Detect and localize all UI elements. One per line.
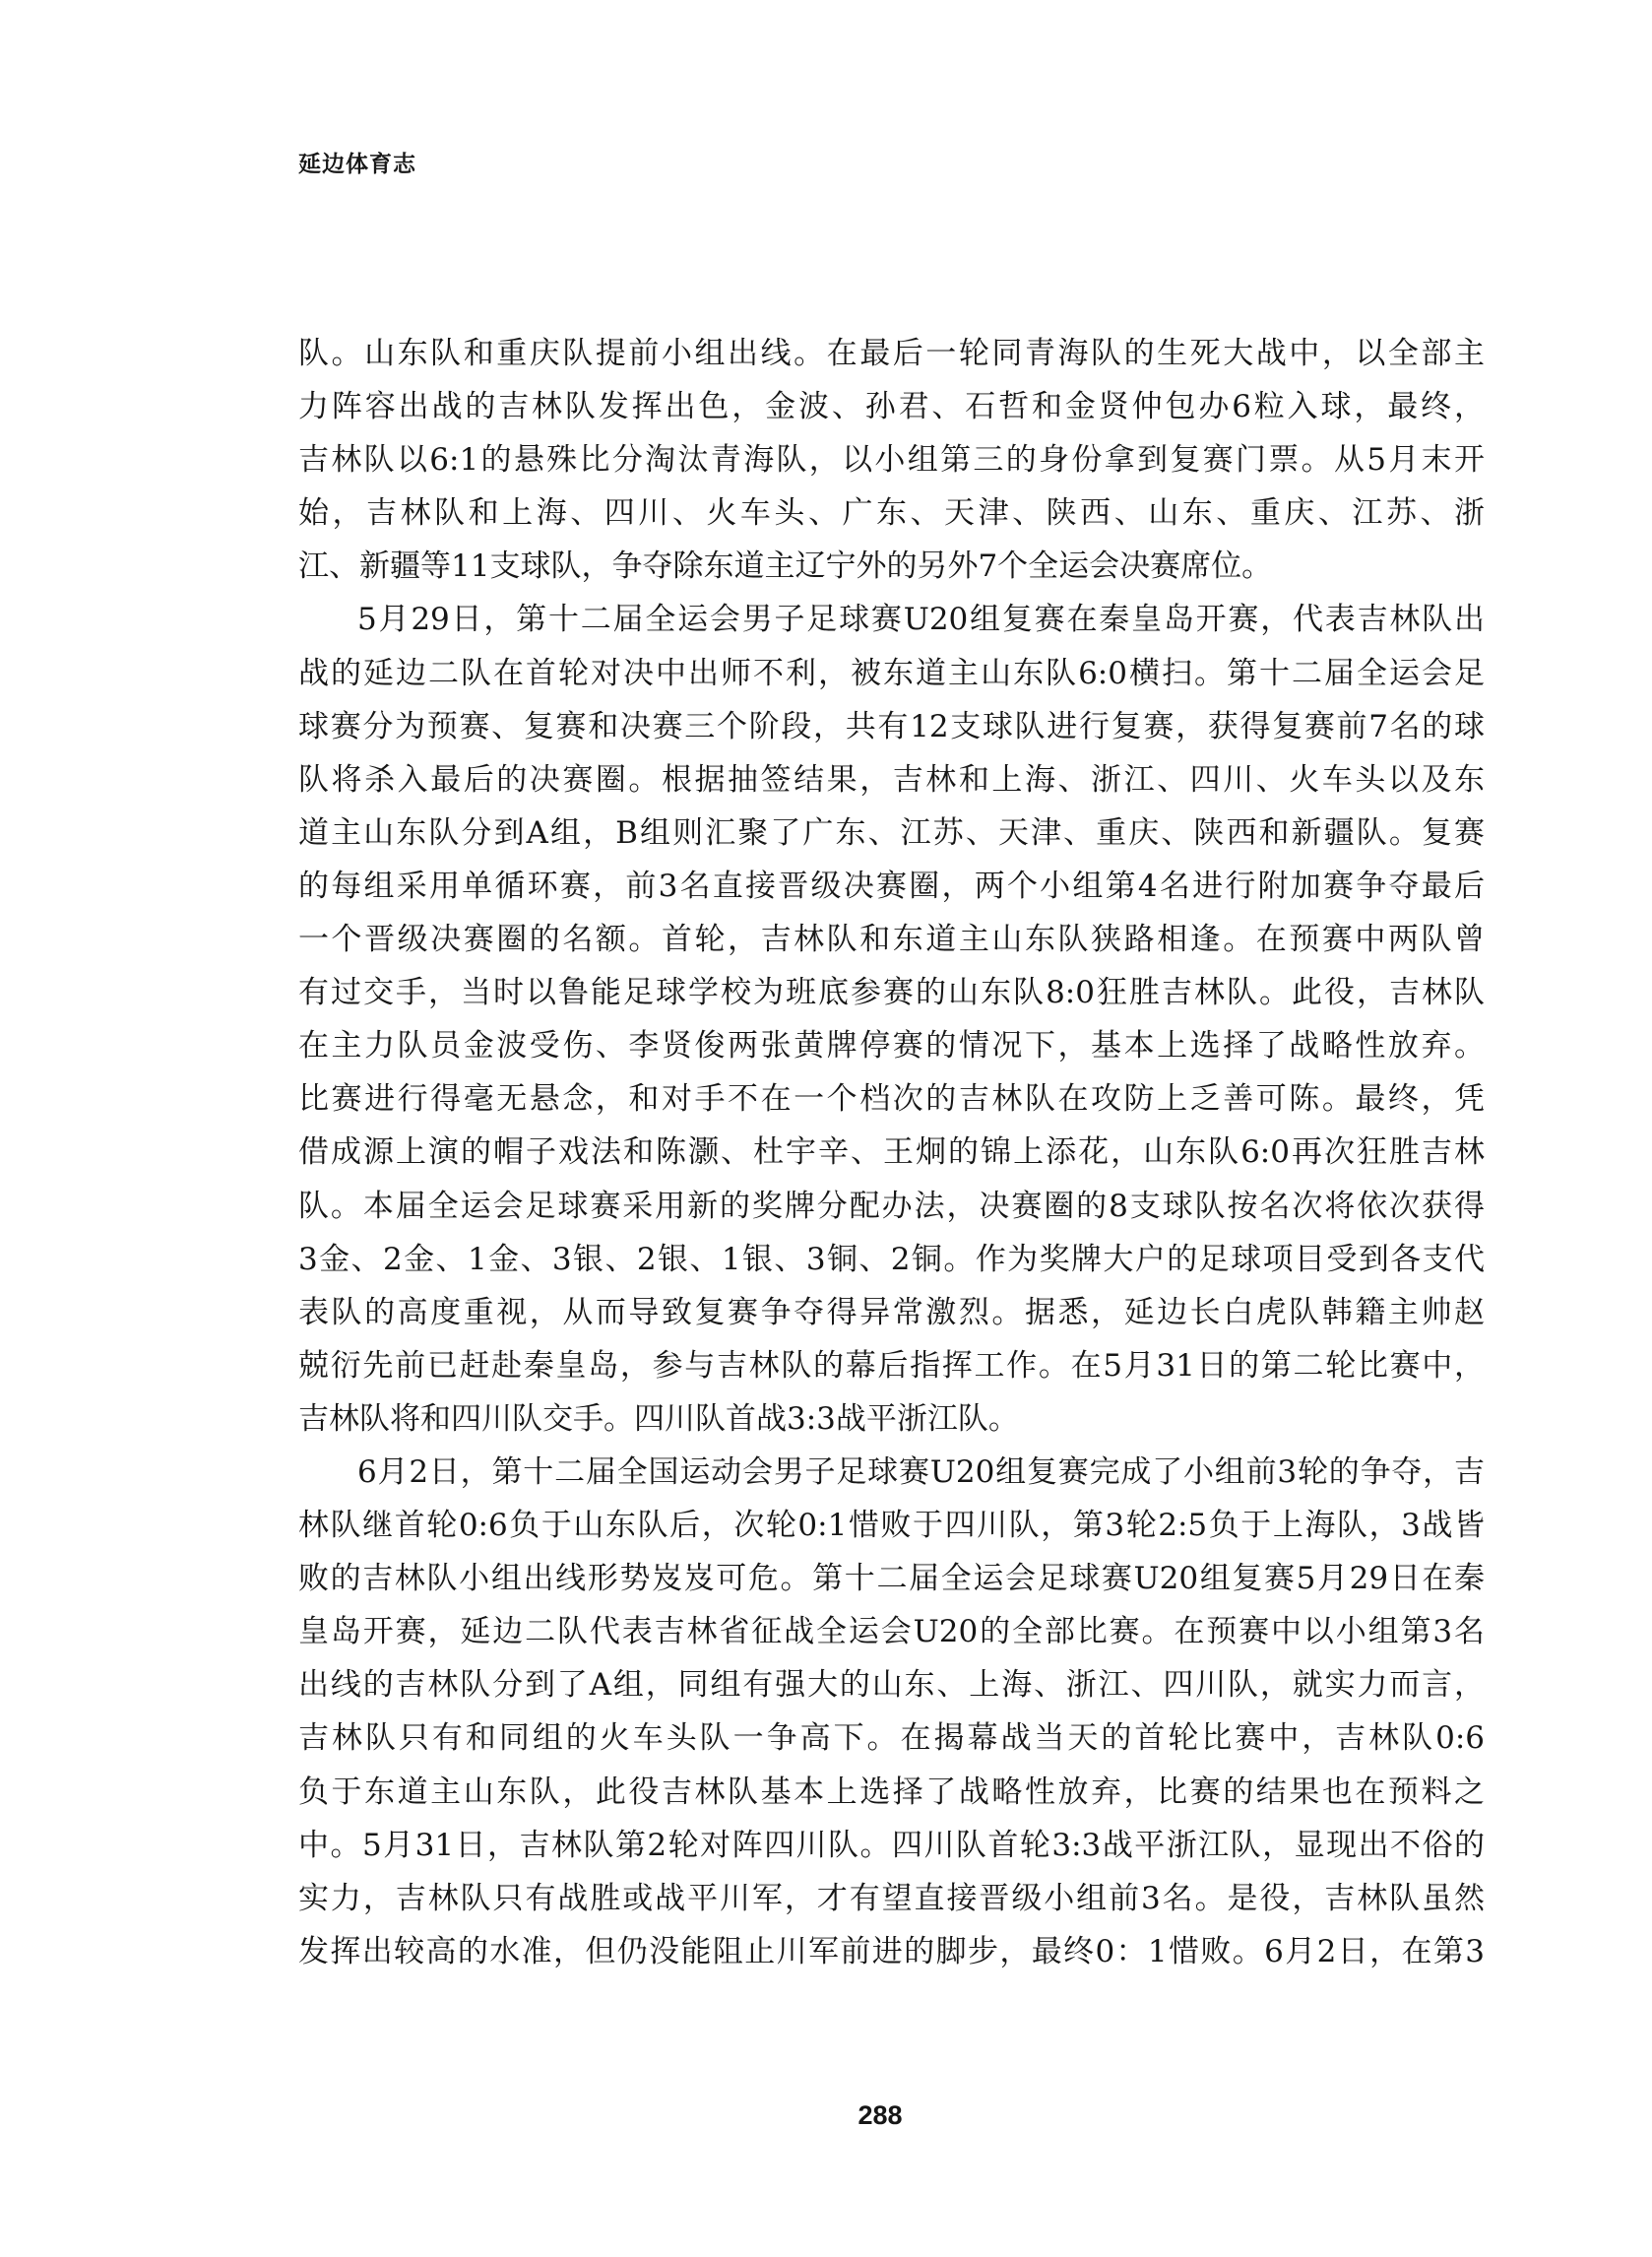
page-number: 288 <box>858 2100 903 2130</box>
text-line: 队。山东队和重庆队提前小组出线。在最后一轮同青海队的生死大战中，以全部主 <box>298 336 1485 371</box>
text-line: 有过交手，当时以鲁能足球学校为班底参赛的山东队8:0狂胜吉林队。此役，吉林队 <box>298 975 1485 1011</box>
text-line: 吉林队只有和同组的火车头队一争高下。在揭幕战当天的首轮比赛中，吉林队0:6 <box>298 1720 1485 1757</box>
text-line: 比赛进行得毫无悬念，和对手不在一个档次的吉林队在攻防上乏善可陈。最终，凭 <box>298 1081 1485 1118</box>
text-line: 5月29日，第十二届全运会男子足球赛U20组复赛在秦皇岛开赛，代表吉林队出 <box>357 602 1485 638</box>
text-line: 林队继首轮0:6负于山东队后，次轮0:1惜败于四川队，第3轮2:5负于上海队，3战皆 <box>298 1508 1485 1544</box>
text-line: 道主山东队分到A组，B组则汇聚了广东、江苏、天津、重庆、陕西和新疆队。复赛 <box>298 814 1485 851</box>
text-line: 队。本届全运会足球赛采用新的奖牌分配办法，决赛圈的8支球队按名次将依次获得 <box>298 1188 1485 1224</box>
text-line: 出线的吉林队分到了A组，同组有强大的山东、上海、浙江、四川队，就实力而言， <box>298 1667 1485 1704</box>
text-line: 吉林队以6:1的悬殊比分淘汰青海队，以小组第三的身份拿到复赛门票。从5月末开 <box>298 442 1485 479</box>
text-line: 借成源上演的帽子戏法和陈灏、杜宇辛、王炯的锦上添花，山东队6:0再次狂胜吉林 <box>298 1134 1485 1171</box>
text-line: 实力，吉林队只有战胜或战平川军，才有望直接晋级小组前3名。是役，吉林队虽然 <box>298 1880 1485 1916</box>
text-line: 表队的高度重视，从而导致复赛争夺得异常激烈。据悉，延边长白虎队韩籍主帅赵 <box>298 1294 1485 1330</box>
body-text <box>298 327 1485 1978</box>
text-line: 发挥出较高的水准，但仍没能阻止川军前进的脚步，最终0：1惜败。6月2日，在第3 <box>298 1933 1485 1969</box>
text-line: 皇岛开赛，延边二队代表吉林省征战全运会U20的全部比赛。在预赛中以小组第3名 <box>298 1614 1485 1650</box>
paragraph <box>298 593 1485 1446</box>
text-line: 6月2日，第十二届全国运动会男子足球赛U20组复赛完成了小组前3轮的争夺，吉 <box>357 1453 1485 1490</box>
text-line: 的每组采用单循环赛，前3名直接晋级决赛圈，两个小组第4名进行附加赛争夺最后 <box>298 868 1485 904</box>
text-line: 中。5月31日，吉林队第2轮对阵四川队。四川队首轮3:3战平浙江队，显现出不俗的 <box>298 1827 1485 1863</box>
text-line: 在主力队员金波受伤、李贤俊两张黄牌停赛的情况下，基本上选择了战略性放弃。 <box>298 1028 1485 1064</box>
text-line: 江、新疆等11支球队，争夺除东道主辽宁外的另外7个全运会决赛席位。 <box>298 548 1273 585</box>
text-line: 3金、2金、1金、3银、2银、1银、3铜、2铜。作为奖牌大户的足球项目受到各支代 <box>298 1241 1485 1277</box>
text-line: 战的延边二队在首轮对决中出师不利，被东道主山东队6:0横扫。第十二届全运会足 <box>298 655 1485 691</box>
text-line: 负于东道主山东队，此役吉林队基本上选择了战略性放弃，比赛的结果也在预料之 <box>298 1773 1485 1810</box>
text-line: 始，吉林队和上海、四川、火车头、广东、天津、陕西、山东、重庆、江苏、浙 <box>298 495 1485 532</box>
text-line: 力阵容出战的吉林队发挥出色，金波、孙君、石哲和金贤仲包办6粒入球，最终， <box>298 389 1485 425</box>
text-line: 队将杀入最后的决赛圈。根据抽签结果，吉林和上海、浙江、四川、火车头以及东 <box>298 761 1485 798</box>
paragraph <box>298 1446 1485 1978</box>
text-line: 球赛分为预赛、复赛和决赛三个阶段，共有12支球队进行复赛，获得复赛前7名的球 <box>298 708 1485 744</box>
paragraph <box>298 327 1485 593</box>
text-line: 兢衍先前已赶赴秦皇岛，参与吉林队的幕后指挥工作。在5月31日的第二轮比赛中， <box>298 1347 1485 1384</box>
text-line: 败的吉林队小组出线形势岌岌可危。第十二届全运会足球赛U20组复赛5月29日在秦 <box>298 1561 1485 1597</box>
text-line: 一个晋级决赛圈的名额。首轮，吉林队和东道主山东队狭路相逢。在预赛中两队曾 <box>298 922 1485 958</box>
running-head-title: 延边体育志 <box>298 151 416 177</box>
text-line: 吉林队将和四川队交手。四川队首战3:3战平浙江队。 <box>298 1400 1019 1437</box>
